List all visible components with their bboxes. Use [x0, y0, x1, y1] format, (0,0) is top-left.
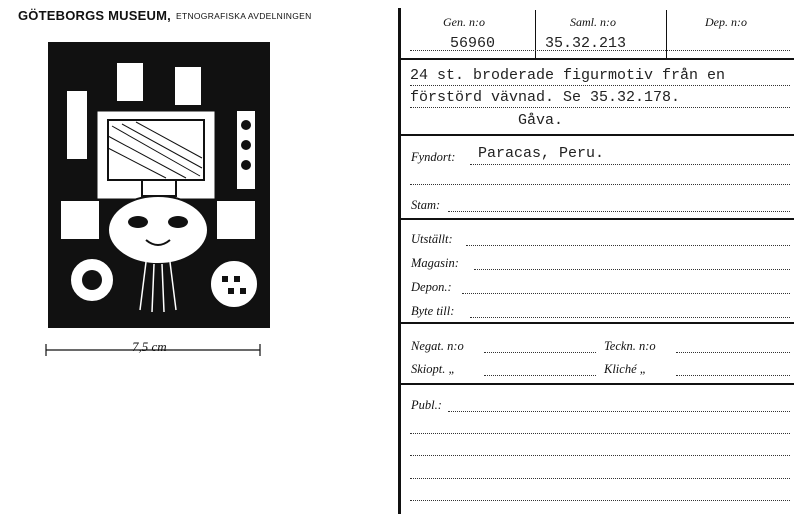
negat-label: Negat. n:o	[411, 339, 464, 353]
stam-label: Stam:	[411, 198, 441, 212]
department-name: ETNOGRAFISKA AVDELNINGEN	[176, 11, 312, 21]
ruled-line	[466, 245, 790, 246]
gen-no-value: 56960	[450, 35, 496, 52]
dep-no-label: Dep. n:o	[705, 15, 747, 29]
museum-name: GÖTEBORGS MUSEUM,	[18, 8, 171, 23]
ruled-line	[448, 211, 790, 212]
ruled-line	[448, 411, 790, 412]
ruled-line	[676, 375, 790, 376]
ruled-line	[410, 85, 790, 86]
ruled-line	[410, 500, 790, 501]
publ-label: Publ.:	[411, 398, 442, 412]
ruled-line	[474, 269, 790, 270]
utstallt-label: Utställt:	[411, 232, 453, 246]
scale-label: 7,5 cm	[132, 339, 167, 354]
ruled-line	[410, 478, 790, 479]
description-line-2: förstörd vävnad. Se 35.32.178.	[410, 89, 681, 106]
gen-no-label: Gen. n:o	[443, 15, 485, 29]
divider	[401, 58, 794, 60]
divider	[401, 322, 794, 324]
ruled-line	[410, 433, 790, 434]
fyndort-value: Paracas, Peru.	[478, 145, 605, 162]
ruled-line	[410, 107, 790, 108]
divider	[401, 218, 794, 220]
ruled-line	[676, 352, 790, 353]
ruled-line	[484, 375, 596, 376]
ruled-line	[470, 317, 790, 318]
description-line-3: Gåva.	[518, 112, 564, 129]
divider	[401, 383, 794, 385]
ruled-line	[470, 164, 790, 165]
saml-no-value: 35.32.213	[545, 35, 627, 52]
teckn-label: Teckn. n:o	[604, 339, 656, 353]
depon-label: Depon.:	[411, 280, 452, 294]
ruled-line	[410, 184, 790, 185]
card-border	[398, 8, 401, 514]
skiopt-label: Skiopt. „	[411, 362, 456, 376]
byte-till-label: Byte till:	[411, 304, 455, 318]
ruled-line	[410, 455, 790, 456]
kliche-label: Kliché „	[604, 362, 647, 376]
description-line-1: 24 st. broderade figurmotiv från en	[410, 67, 726, 84]
figure-sketch	[46, 40, 272, 330]
fyndort-label: Fyndort:	[411, 150, 456, 164]
divider	[401, 134, 794, 136]
ruled-line	[484, 352, 596, 353]
ruled-line	[462, 293, 790, 294]
saml-no-label: Saml. n:o	[570, 15, 616, 29]
magasin-label: Magasin:	[411, 256, 459, 270]
